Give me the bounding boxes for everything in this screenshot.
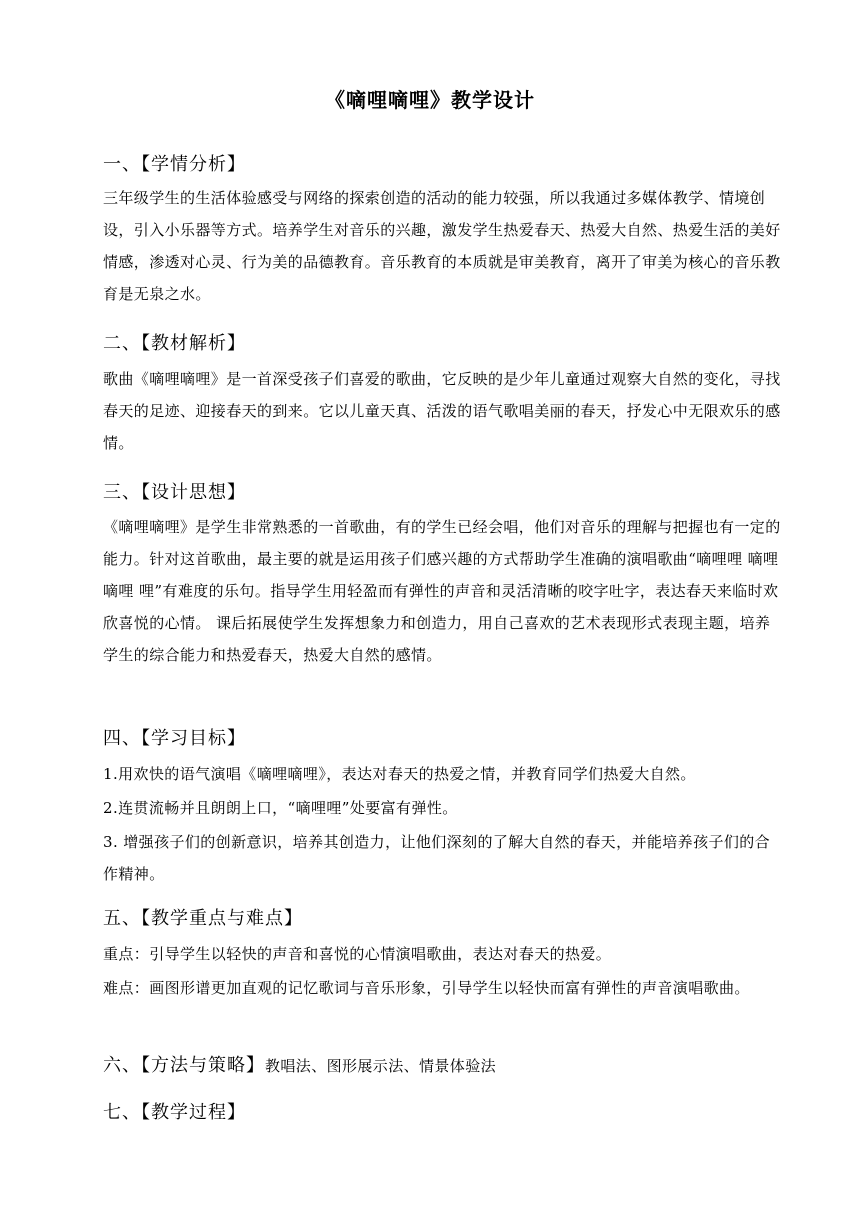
key-point-text: 重点：引导学生以轻快的声音和喜悦的心情演唱歌曲，表达对春天的热爱。 [103, 945, 612, 963]
difficulty-text: 难点：画图形谱更加直观的记忆歌词与音乐形象，引导学生以轻快而富有弹性的声音演唱歌曲。 [103, 979, 750, 997]
section-heading-design-idea: 三、【设计思想】 [103, 482, 246, 503]
goal-item-3: 3. 增强孩子们的创新意识，培养其创造力，让他们深刻的了解大自然的春天，并能培养孩子们的合作精神。 [103, 833, 771, 883]
paragraph-design-idea: 《嘀哩嘀哩》是学生非常熟悉的一首歌曲，有的学生已经会唱，他们对音乐的理解与把握也有一定的能力。针对这首歌曲，最主要的就是运用孩子们感兴趣的方式帮助学生准确的演唱歌曲“嘀哩哩 嘀哩 嘀哩 哩”有难度的乐句。指导学生用轻盈而有弹性的声音和灵活清晰的咬字吐字，表达春天来临时欢欣喜悦的心情。 课后拓展使学生发挥想象力和创造力，用自己喜欢的艺术表现形式表现主题，培养学生的综合能力和热爱春天，热爱大自然的感情。 [103, 518, 781, 664]
paragraph-learner-analysis: 三年级学生的生活体验感受与网络的探索创造的活动的能力较强，所以我通过多媒体教学、情境创设，引入小乐器等方式。培养学生对音乐的兴趣，激发学生热爱春天、热爱大自然、热爱生活的美好情感，渗透对心灵、行为美的品德教育。音乐教育的本质就是审美教育，离开了审美为核心的音乐教育是无泉之水。 [103, 189, 781, 303]
section-heading-material-analysis: 二、【教材解析】 [103, 333, 246, 354]
methods-text: 教唱法、图形展示法、情景体验法 [265, 1057, 497, 1075]
goal-item-2: 2.连贯流畅并且朗朗上口，“嘀哩哩”处要富有弹性。 [103, 799, 458, 817]
goal-item-1: 1.用欢快的语气演唱《嘀哩嘀哩》，表达对春天的热爱之情，并教育同学们热爱大自然。 [103, 765, 696, 783]
document-title: 《嘀哩嘀哩》教学设计 [325, 88, 535, 112]
section-heading-teaching-process: 七、【教学过程】 [103, 1102, 246, 1123]
section-heading-learning-goals: 四、【学习目标】 [103, 728, 246, 749]
section-heading-methods [103, 1051, 496, 1077]
section-heading-key-points: 五、【教学重点与难点】 [103, 908, 303, 929]
methods-heading-label: 六、【方法与策略】 [103, 1055, 265, 1076]
section-heading-learner-analysis: 一、【学情分析】 [103, 154, 246, 175]
paragraph-material-analysis: 歌曲《嘀哩嘀哩》是一首深受孩子们喜爱的歌曲，它反映的是少年儿童通过观察大自然的变化，寻找春天的足迹、迎接春天的到来。它以儿童天真、活泼的语气歌唱美丽的春天，抒发心中无限欢乐的感情。 [103, 370, 781, 452]
